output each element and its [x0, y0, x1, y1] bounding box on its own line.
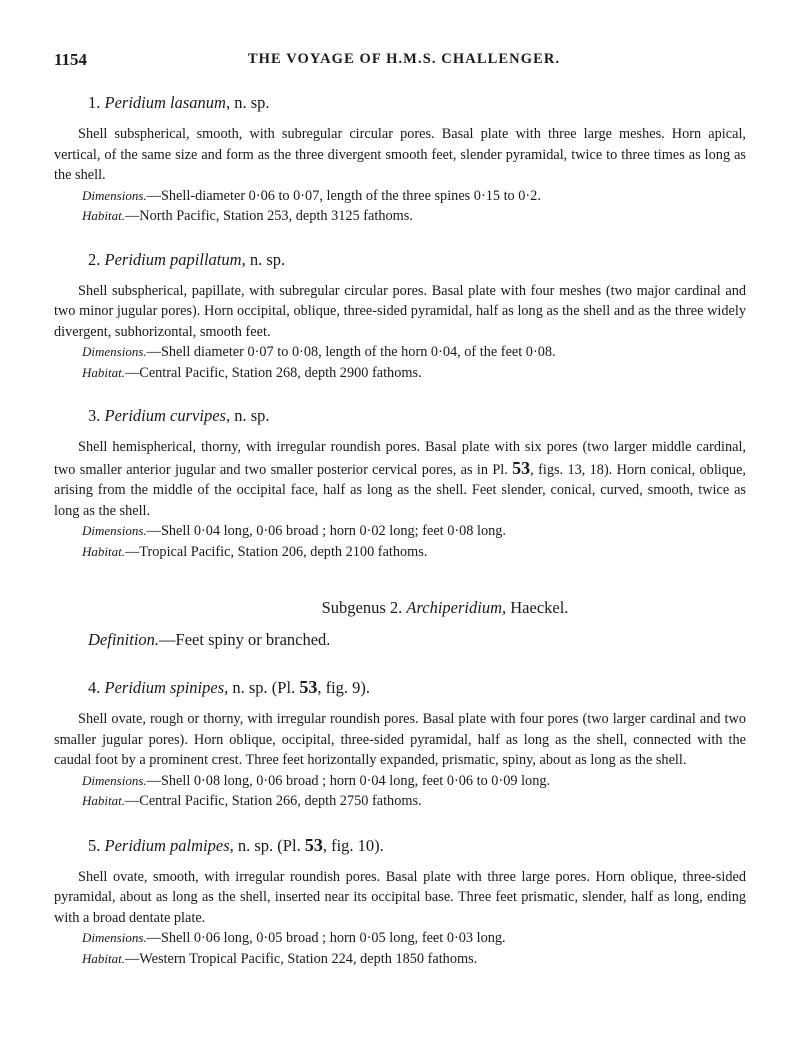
- genus-name: Peridium: [104, 93, 166, 112]
- species-heading: [88, 92, 746, 114]
- dimensions-label: Dimensions.: [82, 930, 147, 945]
- species-entry: [54, 834, 746, 970]
- habitat-label: Habitat.: [82, 950, 125, 966]
- heading-suffix: , n. sp.: [225, 406, 270, 425]
- entry-number: 2.: [88, 249, 101, 269]
- habitat-text: —Central Pacific, Station 268, depth 2900 fathoms.: [124, 364, 422, 381]
- species-heading: [88, 405, 746, 427]
- dimensions-text: —Shell-diameter 0·06 to 0·07, length of the three spines 0·15 to 0·2.: [146, 187, 541, 204]
- description-part: Shell hemispherical, thorny, with irregular roundish pores. Basal plate with six pores (two larger middle cardinal, two smaller anterior jugular and two smaller posterior cervical pores, as in Pl.: [54, 439, 746, 478]
- species-entry: [54, 92, 746, 227]
- species-name: lasanum: [170, 93, 226, 112]
- dimensions-line: [82, 342, 746, 363]
- species-entry: [54, 249, 746, 384]
- genus-name: Peridium: [104, 249, 166, 269]
- page-number: 1154: [54, 50, 88, 69]
- page-content: [54, 92, 746, 991]
- habitat-line: [82, 949, 746, 970]
- description-part: , figs. 13, 18). Horn conical, oblique, arising from the middle of the occipital face, half as long as the shell. Feet slender, conical, curved, smooth, twice as long as the shell.: [54, 461, 746, 519]
- species-heading: [88, 834, 746, 857]
- species-name: spinipes: [170, 678, 225, 697]
- habitat-line: [82, 791, 746, 812]
- species-name: papillatum: [170, 249, 242, 269]
- genus-name: Peridium: [104, 406, 166, 425]
- subgenus-name: Archiperidium: [406, 598, 502, 617]
- habitat-label: Habitat.: [82, 543, 125, 559]
- entry-number: 4.: [88, 678, 101, 697]
- dimensions-text: —Shell 0·06 long, 0·05 broad ; horn 0·05 long, feet 0·03 long.: [146, 930, 506, 946]
- species-description: [54, 437, 746, 521]
- species-description: Shell subspherical, smooth, with subregular circular pores. Basal plate with three large meshes. Horn apical, vertical, of the same size and form as the three divergent smooth feet, slender pyramidal, twice to three times as long as the shell.: [54, 126, 746, 183]
- species-heading: [88, 249, 746, 271]
- habitat-text: —Tropical Pacific, Station 206, depth 2100 fathoms.: [124, 543, 428, 560]
- definition-line: [88, 630, 746, 650]
- species-name: curvipes: [170, 406, 226, 425]
- heading-suffix: , n. sp.: [241, 249, 286, 269]
- habitat-line: [82, 206, 746, 227]
- figure-reference: , fig. 10).: [322, 835, 384, 855]
- habitat-text: —North Pacific, Station 253, depth 3125 fathoms.: [124, 208, 413, 224]
- species-description: Shell ovate, rough or thorny, with irregular roundish pores. Basal plate with four pores (two larger cardinal and two smaller jugular pores). Horn oblique, occipital, three-sided pyramidal, half as long as the shell, connected with the caudal foot by a prominent crest. Three feet horizontally expanded, prismatic, spiny, about as long as the shell.: [54, 711, 746, 768]
- running-title: THE VOYAGE OF H.M.S. CHALLENGER.: [247, 51, 561, 67]
- species-description: Shell subspherical, papillate, with subregular circular pores. Basal plate with four meshes (two major cardinal and two minor jugular pores). Horn occipital, oblique, three-sided pyramidal, half as long as the shell and as the three widely divergent, subhorizontal, smooth feet.: [54, 282, 746, 340]
- heading-suffix: , n. sp. (Pl.: [229, 835, 305, 855]
- dimensions-line: [82, 771, 746, 792]
- entry-number: 1.: [88, 93, 101, 112]
- species-name: palmipes: [170, 835, 230, 855]
- habitat-line: [82, 363, 746, 384]
- plate-reference: 53: [299, 677, 318, 697]
- plate-reference: 53: [304, 834, 323, 855]
- definition-label: Definition.: [88, 630, 160, 649]
- dimensions-line: [82, 928, 746, 949]
- dimensions-label: Dimensions.: [82, 523, 147, 538]
- dimensions-label: Dimensions.: [82, 344, 147, 359]
- species-entry: [54, 405, 746, 562]
- habitat-text: —Western Tropical Pacific, Station 224, depth 1850 fathoms.: [124, 950, 478, 967]
- species-description: Shell ovate, smooth, with irregular roundish pores. Basal plate with three large pores. Horn oblique, three-sided pyramidal, about as long as the shell, inserted near its occipital base. Three feet prismatic, slender, half as long, ending with a broad dentate plate.: [54, 868, 746, 926]
- genus-name: Peridium: [104, 835, 166, 855]
- definition-text: —Feet spiny or branched.: [159, 630, 331, 649]
- plate-reference: 53: [512, 457, 531, 478]
- habitat-label: Habitat.: [82, 364, 125, 380]
- entry-number: 3.: [88, 406, 101, 425]
- heading-suffix: , n. sp.: [225, 93, 270, 112]
- figure-reference: , fig. 9).: [317, 678, 371, 697]
- habitat-text: —Central Pacific, Station 266, depth 2750 fathoms.: [124, 793, 422, 809]
- subgenus-heading: [54, 598, 746, 618]
- dimensions-line: [82, 521, 746, 542]
- habitat-line: [82, 542, 746, 563]
- habitat-label: Habitat.: [82, 793, 125, 808]
- dimensions-label: Dimensions.: [82, 772, 147, 788]
- dimensions-text: —Shell 0·04 long, 0·06 broad ; horn 0·02 long; feet 0·08 long.: [146, 523, 506, 539]
- dimensions-line: [82, 186, 746, 207]
- heading-suffix: , n. sp. (Pl.: [224, 678, 300, 697]
- genus-name: Peridium: [104, 678, 166, 697]
- dimensions-label: Dimensions.: [82, 187, 147, 203]
- dimensions-text: —Shell 0·08 long, 0·06 broad ; horn 0·04 long, feet 0·06 to 0·09 long.: [146, 772, 551, 789]
- habitat-label: Habitat.: [82, 208, 125, 223]
- entry-number: 5.: [88, 835, 101, 855]
- page-header: [54, 50, 754, 74]
- subgenus-prefix: Subgenus 2.: [321, 598, 407, 617]
- species-entry: [54, 676, 746, 812]
- subgenus-author: , Haeckel.: [502, 598, 569, 617]
- dimensions-text: —Shell diameter 0·07 to 0·08, length of the horn 0·04, of the feet 0·08.: [146, 344, 556, 360]
- species-heading: [88, 676, 746, 699]
